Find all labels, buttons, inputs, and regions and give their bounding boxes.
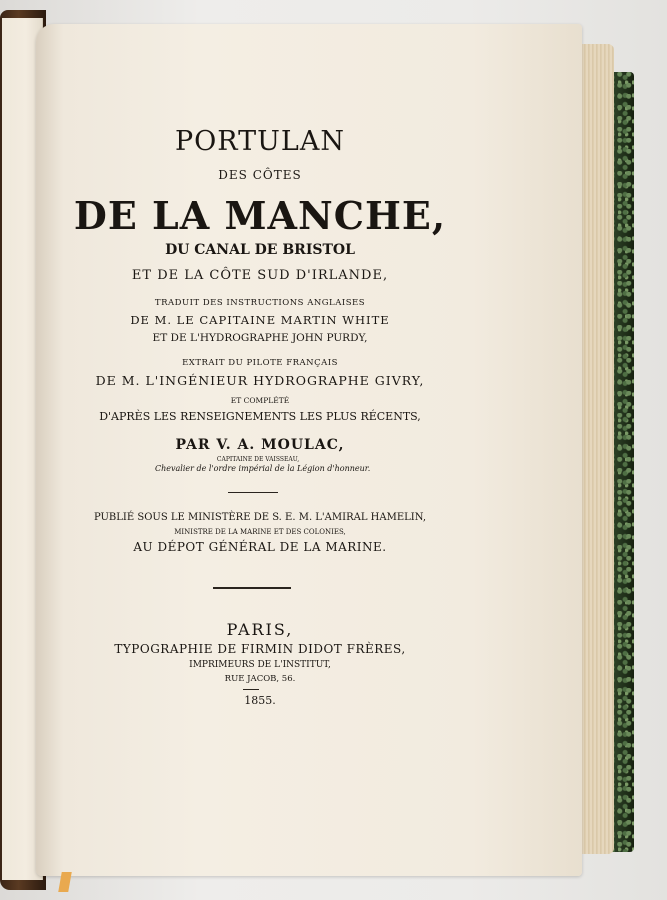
author-white: DE M. LE CAPITAINE MARTIN WHITE: [130, 313, 390, 327]
divider-rule: [228, 492, 278, 493]
title-des-cotes: DES CÔTES: [218, 168, 302, 182]
title-de-la-manche: DE LA MANCHE,: [73, 193, 447, 238]
title-cote-sud: ET DE LA CÔTE SUD D'IRLANDE,: [131, 268, 389, 283]
printer: TYPOGRAPHIE DE FIRMIN DIDOT FRÈRES,: [114, 642, 406, 656]
small-rule: [243, 689, 259, 690]
ornamental-rule: [213, 587, 291, 589]
completed: ET COMPLÉTÉ: [230, 396, 290, 405]
translated-from: TRADUIT DES INSTRUCTIONS ANGLAISES: [154, 298, 366, 308]
extract-from: EXTRAIT DU PILOTE FRANÇAIS: [182, 358, 338, 368]
printer-institut: IMPRIMEURS DE L'INSTITUT,: [189, 660, 331, 670]
title-canal-bristol: DU CANAL DE BRISTOL: [165, 242, 355, 258]
year: 1855.: [244, 694, 276, 707]
ministry: MINISTRE DE LA MARINE ET DES COLONIES,: [174, 528, 346, 536]
author-moulac: PAR V. A. MOULAC,: [175, 437, 345, 453]
author-rank: CAPITAINE DE VAISSEAU,: [216, 456, 300, 463]
address: RUE JACOB, 56.: [224, 674, 296, 684]
author-honour: Chevalier de l'ordre impérial de la Légion d'honneur.: [155, 464, 371, 473]
depot-general: AU DÉPOT GÉNÉRAL DE LA MARINE.: [133, 540, 387, 554]
latest-info: D'APRÈS LES RENSEIGNEMENTS LES PLUS RÉCENTS,: [99, 410, 421, 423]
title-portulan: PORTULAN: [175, 126, 345, 157]
published-under: PUBLIÉ SOUS LE MINISTÈRE DE S. E. M. L'AMIRAL HAMELIN,: [93, 512, 427, 523]
city-paris: PARIS,: [226, 620, 294, 639]
engineer-givry: DE M. L'INGÉNIEUR HYDROGRAPHE GIVRY,: [95, 373, 425, 388]
author-purdy: ET DE L'HYDROGRAPHE JOHN PURDY,: [152, 332, 368, 344]
